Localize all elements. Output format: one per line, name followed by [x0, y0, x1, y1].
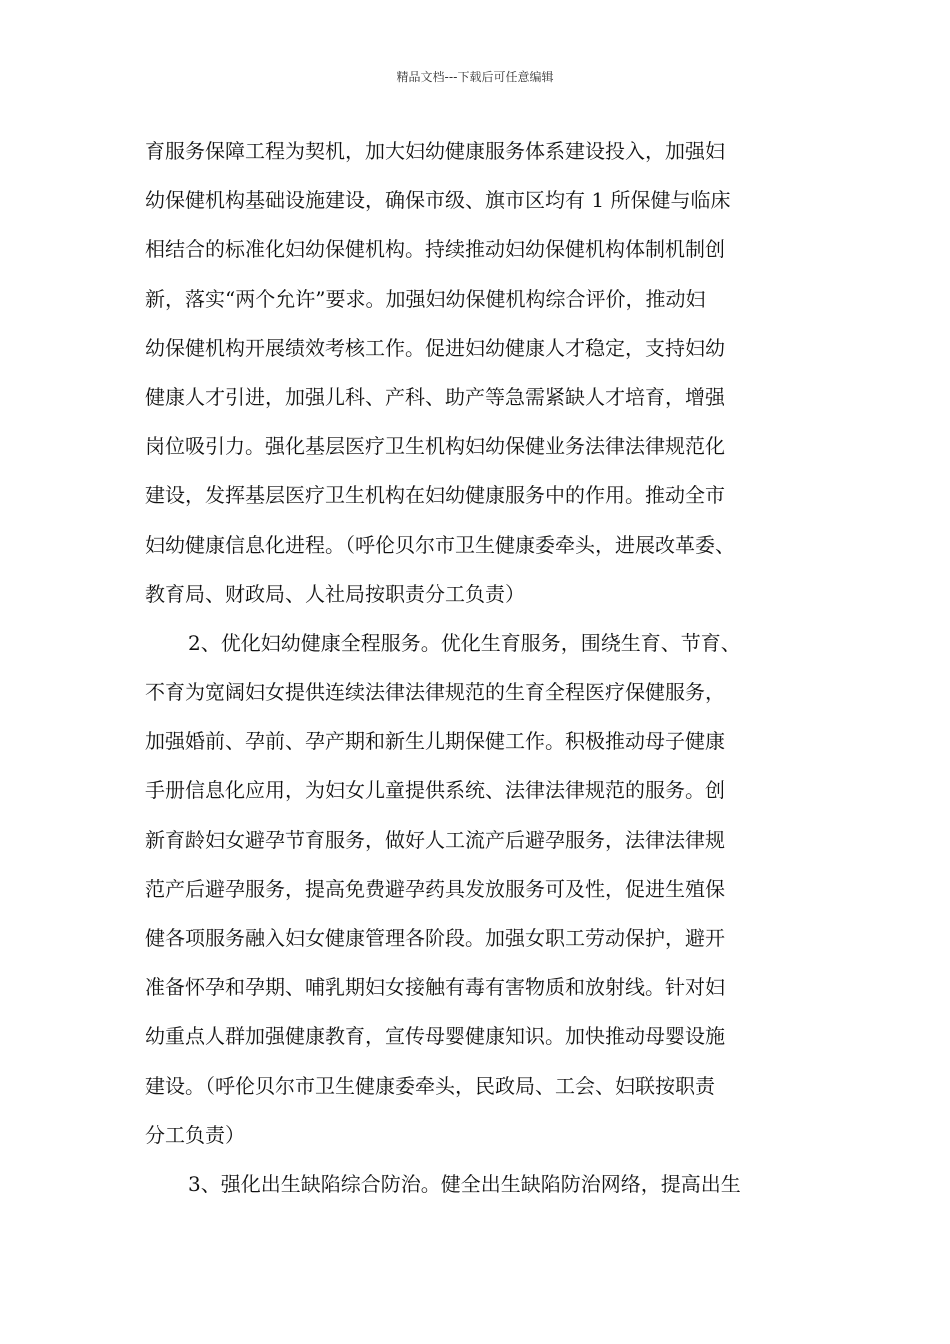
text-line: 育服务保障工程为契机，加大妇幼健康服务体系建设投入，加强妇 — [145, 139, 725, 163]
text-line: 幼重点人群加强健康教育，宣传母婴健康知识。加快推动母婴设施 — [145, 1024, 725, 1049]
text-line: 建设。（呼伦贝尔市卫生健康委牵头，民政局、工会、妇联按职责 — [145, 1073, 715, 1098]
page-header: 精品文档---下载后可任意编辑 — [396, 70, 554, 84]
text-line: 建设，发挥基层医疗卫生机构在妇幼健康服务中的作用。推动全市 — [145, 483, 725, 508]
text-line: 加强婚前、孕前、孕产期和新生儿期保健工作。积极推动母子健康 — [145, 729, 725, 754]
text-line: 相结合的标准化妇幼保健机构。持续推动妇幼保健机构体制机制创 — [145, 237, 725, 262]
text-line: 手册信息化应用，为妇女儿童提供系统、法律法律规范的服务。创 — [145, 778, 725, 803]
paragraph-start-line: 2、优化妇幼健康全程服务。优化生育服务，围绕生育、节育、 — [188, 630, 741, 655]
text-line: 岗位吸引力。强化基层医疗卫生机构妇幼保健业务法律法律规范化 — [145, 434, 725, 459]
text-line: 妇幼健康信息化进程。（呼伦贝尔市卫生健康委牵头，进展改革委、 — [145, 532, 735, 557]
body-text — [145, 127, 825, 1209]
text-line: 分工负责） — [145, 1122, 245, 1147]
text-line: 幼保健机构基础设施建设，确保市级、旗市区均有 1 所保健与临床 — [145, 188, 731, 213]
text-line: 准备怀孕和孕期、哺乳期妇女接触有毒有害物质和放射线。针对妇 — [145, 975, 725, 1000]
paragraph-start-line: 3、强化出生缺陷综合防治。健全出生缺陷防治网络，提高出生 — [188, 1171, 741, 1196]
text-line: 新，落实“两个允许”要求。加强妇幼保健机构综合评价，推动妇 — [145, 286, 706, 311]
text-line: 健各项服务融入妇女健康管理各阶段。加强女职工劳动保护，避开 — [145, 926, 725, 950]
text-line: 健康人才引进，加强儿科、产科、助产等急需紧缺人才培育，增强 — [145, 384, 725, 409]
text-line: 教育局、财政局、人社局按职责分工负责） — [145, 581, 525, 606]
text-line: 不育为宽阔妇女提供连续法律法律规范的生育全程医疗保健服务， — [145, 680, 725, 705]
text-line: 幼保健机构开展绩效考核工作。促进妇幼健康人才稳定，支持妇幼 — [145, 335, 725, 360]
text-line: 新育龄妇女避孕节育服务，做好人工流产后避孕服务，法律法律规 — [145, 827, 725, 852]
text-line: 范产后避孕服务，提高免费避孕药具发放服务可及性，促进生殖保 — [145, 876, 725, 901]
